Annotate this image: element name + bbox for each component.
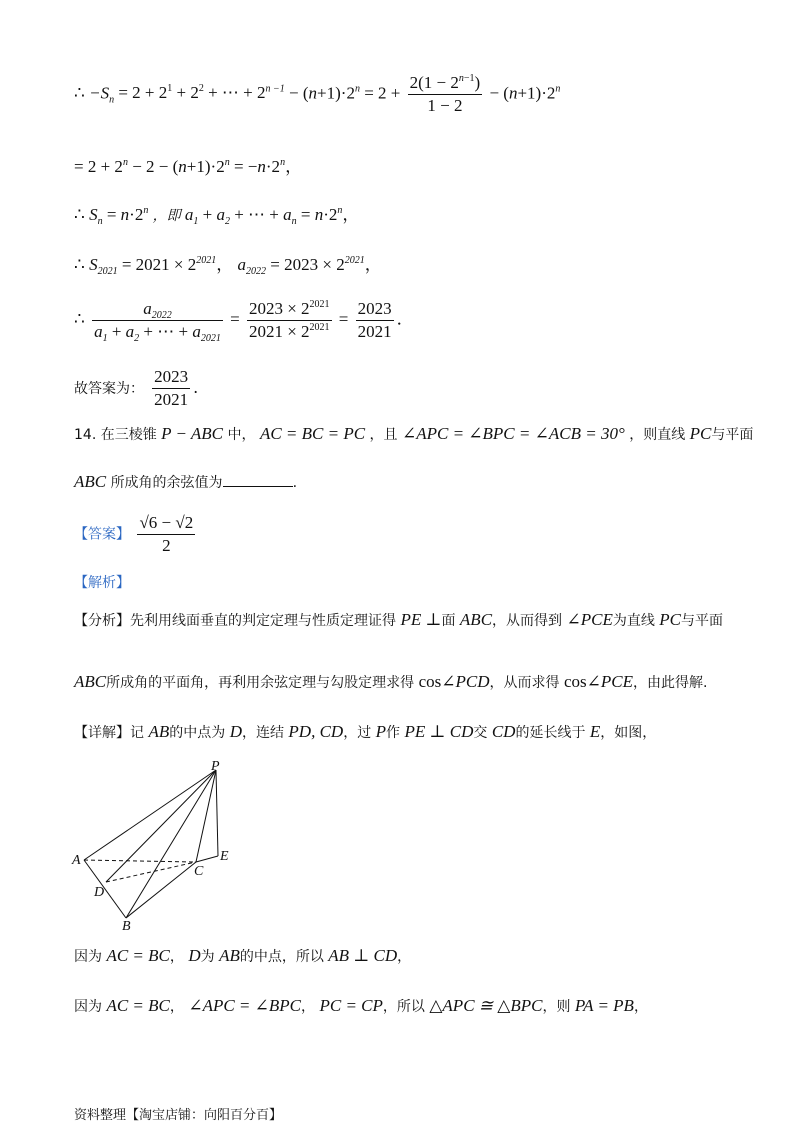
- segment-DC-hidden: [106, 862, 196, 882]
- solution-step-4: ∴ $S_{2021} = 2021 \times 2^{2021}$， $a_{2022} = 2023 \times 2^{2021}$，: [74, 255, 382, 277]
- analysis-line-1: 【分析】先利用线面垂直的判定定理与性质定理证得 PE ⊥面 ABC，从而得到 ∠PCE为直线 PC与平面: [74, 610, 724, 629]
- label-C: C: [194, 864, 204, 879]
- fenxi-label: 【分析】: [74, 613, 130, 629]
- answer-label: 【答案】: [74, 526, 130, 543]
- segment-CE: [196, 856, 218, 862]
- solution-step-3: ∴ $S_n = n\cdot 2^n$ ，即 $a_1 + a_2$ + ⋯ + $a_n = n\cdot 2^n$，: [74, 205, 360, 227]
- final-answer-line: 故答案为： $\frac{2023}{2021}$ .: [74, 367, 199, 409]
- label-P: P: [211, 760, 220, 774]
- geometry-figure: [70, 760, 250, 930]
- final-answer-denominator: 2021: [154, 390, 189, 409]
- problem-14-line-2: ABC 所成角的余弦值为 .: [74, 472, 298, 491]
- final-answer-numerator: 2023: [152, 366, 190, 389]
- edge-PB: [126, 770, 216, 918]
- analysis-line-2: ABC所成角的平面角，再利用余弦定理与勾股定理求得 cos∠PCD，从而求得 cos∠PCE，由此得解.: [74, 672, 708, 691]
- reasoning-line-2: 因为 AC = BC， ∠APC = ∠BPC， PC = CP，所以 △APC ≅ △BPC，则 PA = PB，: [74, 996, 648, 1015]
- analysis-label: 【解析】: [74, 575, 130, 591]
- solution-step-2: = $2 + 2^n - 2 - (n+1)\cdot 2^n = -n\cdot 2^n$，: [74, 157, 303, 176]
- edge-BC: [126, 862, 196, 918]
- answer-numerator: √6 − √2: [137, 512, 195, 535]
- edge-PA: [84, 770, 216, 860]
- edge-AC-hidden: [84, 860, 196, 862]
- answer-denominator: 2: [162, 536, 171, 555]
- detail-line: 【详解】记 AB的中点为 D，连结 PD, CD，过 P作 PE ⊥ CD交 CD的延长线于 E，如图，: [74, 722, 657, 741]
- problem-number: 14.: [74, 427, 97, 443]
- solution-step-5: ∴ $\frac{a_{2022}}{a_1 + a_2 + \cdots + a_{2021}}$ = $\frac{2023 \times 2^{2021}}{2021 \times 2^{2021}}$ = $\frac{2023}{2021}$ ．: [74, 299, 414, 344]
- solution-step-1: ∴ $-S_n = 2 + 2^1 + 2^2$ + ⋯ + $2^{n -1} - (n+1)\cdot 2^n = 2$ + $\frac{2(1 - 2^{n-1})}{1 - 2}$ − $(n+1)\cdot 2^n$: [74, 73, 561, 115]
- label-A: A: [72, 853, 81, 868]
- label-E: E: [220, 849, 229, 864]
- answer-blank: [223, 472, 293, 487]
- reasoning-line-1: 因为 AC = BC， D为 AB的中点，所以 AB ⊥ CD，: [74, 946, 412, 965]
- problem-14-line-1: 14. 在三棱锥 P − ABC 中， AC = BC = PC ，且 ∠APC = ∠BPC = ∠ACB = 30° ，则直线 PC与平面: [74, 424, 754, 443]
- segment-PE: [216, 770, 218, 856]
- detail-label: 【详解】: [74, 725, 130, 741]
- label-D: D: [94, 885, 105, 900]
- page-footer: 资料整理【淘宝店铺：向阳百分百】: [74, 1108, 283, 1123]
- final-answer-label: 故答案为：: [74, 381, 144, 397]
- edge-PC: [196, 770, 216, 862]
- answer-line: [74, 512, 198, 557]
- label-B: B: [122, 919, 131, 930]
